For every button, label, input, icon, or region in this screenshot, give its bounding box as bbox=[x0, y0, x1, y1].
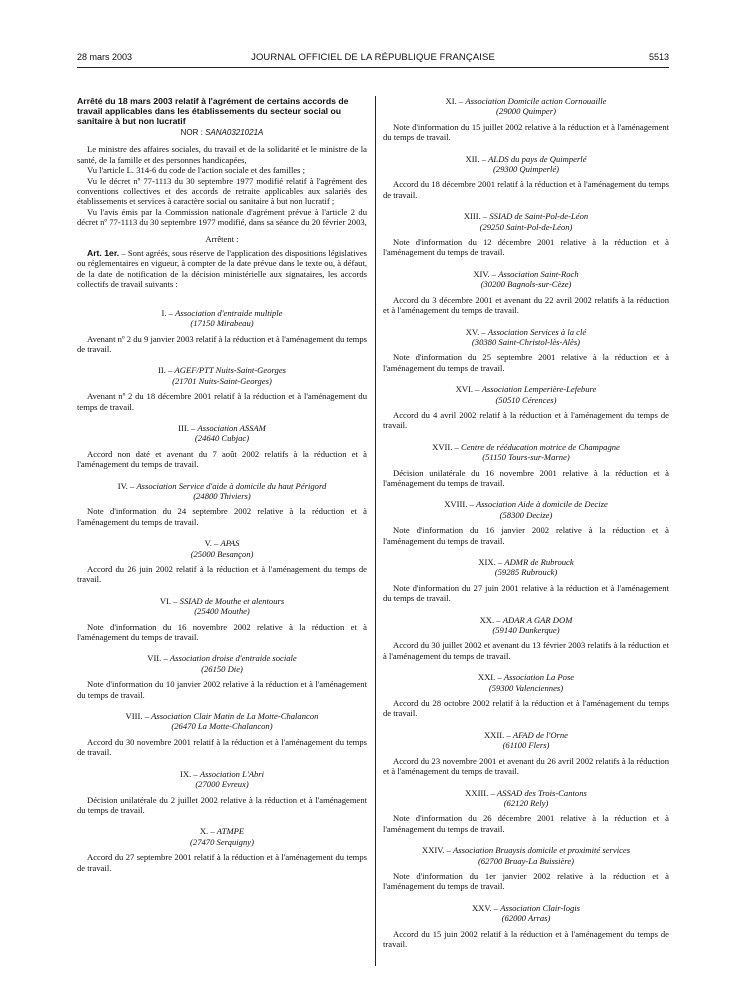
accord-entry bbox=[383, 442, 669, 489]
entry-number: XVII. – bbox=[432, 441, 459, 452]
entry-association-name: Association ASSAM bbox=[197, 422, 266, 433]
left-entry-list bbox=[77, 308, 367, 873]
entry-number: XVIII. – bbox=[444, 499, 474, 510]
entry-heading bbox=[383, 327, 669, 337]
page-number: 5513 bbox=[648, 52, 669, 62]
entry-city: (26470 La Motte-Chalancon) bbox=[171, 721, 273, 732]
entry-heading bbox=[383, 442, 669, 452]
running-header bbox=[77, 52, 669, 66]
left-column bbox=[77, 96, 367, 873]
entry-body: Accord du 28 octobre 2002 relatif à la réduction et à l'aménagement du temps de travail. bbox=[383, 698, 669, 719]
accord-entry bbox=[383, 96, 669, 143]
entry-association-name: ADAR A GAR DOM bbox=[502, 614, 573, 625]
entry-city: (25400 Mouthe) bbox=[194, 606, 250, 617]
journal-title: JOURNAL OFFICIEL DE LA RÉPUBLIQUE FRANÇAISE bbox=[251, 52, 495, 63]
accord-entry bbox=[383, 903, 669, 950]
entry-number: XV. – bbox=[465, 326, 486, 337]
entry-body: Note d'information du 12 décembre 2001 relative à la réduction et à l'aménagement du temps de travail. bbox=[383, 237, 669, 258]
entry-association-name: ADMR de Rubrouck bbox=[504, 557, 574, 567]
entry-body: Accord du 15 juin 2002 relatif à la réduction et à l'aménagement du temps de travail. bbox=[383, 928, 669, 949]
entry-association-name: Association Domicile action Cornouaille bbox=[465, 96, 607, 106]
nor-line bbox=[77, 128, 367, 138]
entry-association-name: AFAD de l'Orne bbox=[512, 729, 569, 740]
entry-association-name: Association Service d'aide à domicile du haut Périgord bbox=[136, 480, 327, 491]
entry-number: VII. – bbox=[147, 653, 168, 664]
entry-number: IX. – bbox=[180, 768, 198, 779]
entry-body: Note d'information du 10 janvier 2002 relative à la réduction et à l'aménagement du temps de travail. bbox=[77, 679, 367, 700]
entry-city: (61100 Flers) bbox=[502, 740, 550, 751]
entry-number: XVI. – bbox=[455, 384, 480, 395]
entry-association-name: APAS bbox=[220, 538, 240, 549]
entry-heading bbox=[77, 769, 367, 779]
entry-heading bbox=[77, 308, 367, 318]
accord-entry bbox=[77, 653, 367, 700]
entry-body: Accord du 3 décembre 2001 et avenant du 22 avril 2002 relatifs à la réduction et à l'aménagement du temps de travail. bbox=[383, 294, 669, 316]
accord-entry bbox=[383, 845, 669, 892]
entry-body: Note d'information du 25 septembre 2001 relative à la réduction et à l'aménagement du temps de travail. bbox=[383, 352, 669, 373]
entry-body: Accord du 30 juillet 2002 et avenant du 13 février 2003 relatifs à la réduction et à l'aménagement du temps de travail. bbox=[383, 640, 669, 661]
preamble-paragraph: Vu l'avis émis par la Commission nationale d'agrément prévue à l'article 2 du décret nº 77-1113 du 30 septembre 1977 modifié, dans sa séance du 20 février 2003, bbox=[77, 206, 367, 228]
entry-city: (27000 Evreux) bbox=[195, 779, 249, 790]
preamble-paragraph: Vu le décret nº 77-1113 du 30 septembre 1977 modifié relatif à l'agrément des conventions collectives et des accords de retraite applicables aux salariés des établissements et services à caractère social ou sanitaire à but non lucratif ; bbox=[77, 175, 367, 207]
entry-association-name: Association Saint-Roch bbox=[498, 268, 579, 279]
entry-number: XIX. – bbox=[478, 557, 503, 567]
entry-city: (17150 Mirabeau) bbox=[190, 318, 254, 329]
entry-heading bbox=[383, 615, 669, 625]
entry-body: Note d'information du 16 novembre 2002 relative à la réduction et à l'aménagement du temps de travail. bbox=[77, 621, 367, 643]
entry-city: (62700 Bruay-La Buissière) bbox=[477, 855, 575, 866]
entry-association-name: Association Bruaysis domicile et proximité services bbox=[453, 845, 631, 856]
entry-number: II. – bbox=[158, 365, 173, 376]
entry-city: (24640 Cubjac) bbox=[194, 433, 250, 444]
entry-body: Décision unilatérale du 2 juillet 2002 relative à la réduction et à l'aménagement du temps de travail. bbox=[77, 794, 367, 815]
entry-body: Note d'information du 27 juin 2001 relative à la réduction et à l'aménagement du temps de travail. bbox=[383, 582, 669, 604]
entry-body: Accord du 27 septembre 2001 relatif à la réduction et à l'aménagement du temps de travail. bbox=[77, 852, 367, 873]
entry-association-name: Association La Pose bbox=[503, 672, 575, 683]
entry-body: Note d'information du 15 juillet 2002 relative à la réduction et à l'aménagement du temps de travail. bbox=[383, 121, 669, 143]
entry-association-name: Association Clair Matin de La Motte-Chalancon bbox=[151, 711, 319, 722]
article-label: Art. 1er. bbox=[87, 248, 120, 259]
entry-association-name: AGEF/PTT Nuits-Saint-Georges bbox=[174, 365, 286, 376]
entry-city: (62000 Arras) bbox=[501, 913, 551, 924]
accord-entry bbox=[383, 672, 669, 719]
entry-number: III. – bbox=[178, 422, 196, 433]
entry-heading bbox=[383, 845, 669, 855]
accord-entry bbox=[77, 365, 367, 412]
entry-number: XI. – bbox=[445, 96, 464, 106]
entry-association-name: ATMPE bbox=[216, 826, 245, 837]
entry-association-name: ALDS du pays de Quimperlé bbox=[488, 153, 587, 164]
entry-city: (25000 Besançon) bbox=[190, 548, 254, 559]
entry-number: XXII. – bbox=[483, 729, 511, 740]
entry-number: XIV. – bbox=[473, 268, 497, 279]
accord-entry bbox=[383, 788, 669, 835]
accord-entry bbox=[77, 596, 367, 643]
entry-heading bbox=[383, 211, 669, 221]
entry-heading bbox=[77, 423, 367, 433]
entry-number: XX. – bbox=[479, 614, 501, 625]
entry-heading bbox=[383, 499, 669, 509]
entry-body: Accord du 4 avril 2002 relatif à la réduction et à l'aménagement du temps de travail. bbox=[383, 409, 669, 431]
entry-body: Accord du 18 décembre 2001 relatif à la réduction et à l'aménagement du temps de travail. bbox=[383, 179, 669, 200]
entry-city: (26150 Die) bbox=[201, 663, 243, 674]
entry-heading bbox=[77, 365, 367, 375]
entry-body: Note d'information du 24 septembre 2002 relative à la réduction et à l'aménagement du temps de travail. bbox=[77, 506, 367, 527]
entry-city: (58300 Decize) bbox=[499, 509, 553, 520]
article-text: – Sont agréés, sous réserve de l'application des dispositions législatives ou réglementaires en vigueur, à compter de la date prévue dans le texte ou, à défaut, de la date de notification de la décision ministérielle aux signataires, les accords collectifs de travail suivants : bbox=[77, 248, 367, 290]
preamble-paragraph: Le ministre des affaires sociales, du travail et de la solidarité et le ministre de la santé, de la famille et des personnes handicapées, bbox=[77, 144, 367, 165]
accord-entry bbox=[383, 211, 669, 258]
entry-heading bbox=[77, 653, 367, 663]
entry-city: (30380 Saint-Christol-lès-Alès) bbox=[471, 336, 581, 347]
entry-association-name: Association L'Abri bbox=[199, 768, 264, 779]
entry-number: X. – bbox=[199, 826, 215, 837]
entry-heading bbox=[383, 672, 669, 682]
entry-city: (30200 Bagnols-sur-Cèze) bbox=[480, 279, 572, 290]
entry-city: (29300 Quimperlé) bbox=[492, 164, 560, 175]
accord-entry bbox=[77, 769, 367, 816]
header-rule bbox=[77, 67, 669, 68]
entry-city: (50510 Cérences) bbox=[495, 394, 557, 405]
entry-heading bbox=[77, 711, 367, 721]
accord-entry bbox=[383, 557, 669, 604]
entry-heading bbox=[77, 826, 367, 836]
entry-heading bbox=[77, 538, 367, 548]
accord-entry bbox=[383, 615, 669, 662]
right-entry-list bbox=[383, 96, 669, 949]
entry-association-name: Association Lemperière-Lefebure bbox=[481, 384, 597, 395]
entry-body: Accord non daté et avenant du 7 août 2002 relatifs à la réduction et à l'aménagement du temps de travail. bbox=[77, 448, 367, 470]
entry-heading bbox=[383, 788, 669, 798]
entry-number: XXIII. – bbox=[465, 787, 495, 798]
issue-date: 28 mars 2003 bbox=[77, 52, 133, 62]
decree-title: Arrêté du 18 mars 2003 relatif à l'agrément de certains accords de travail applicables dans les établissements du secteur social ou sanitaire à but non lucratif bbox=[77, 96, 349, 126]
entry-association-name: SSIAD de Saint-Pol-de-Léon bbox=[489, 211, 589, 222]
entry-heading bbox=[383, 384, 669, 394]
nor-code: SANA0321021A bbox=[205, 128, 264, 137]
entry-number: IV. – bbox=[117, 480, 135, 491]
accord-entry bbox=[383, 269, 669, 316]
entry-heading bbox=[383, 154, 669, 164]
accord-entry bbox=[383, 327, 669, 374]
entry-association-name: Association droise d'entraide sociale bbox=[169, 653, 297, 664]
entry-city: (24800 Thiviers) bbox=[193, 490, 251, 501]
entry-heading bbox=[383, 269, 669, 279]
entry-body: Décision unilatérale du 16 novembre 2001 relative à la réduction et à l'aménagement du temps de travail. bbox=[383, 467, 669, 488]
entry-city: (29250 Saint-Pol-de-Léon) bbox=[479, 221, 573, 232]
entry-association-name: Association d'entraide multiple bbox=[175, 307, 283, 318]
accord-entry bbox=[77, 481, 367, 528]
entry-number: XXI. – bbox=[477, 672, 502, 683]
entry-number: XII. – bbox=[465, 153, 487, 164]
entry-city: (59285 Rubrouck) bbox=[494, 567, 558, 578]
entry-city: (51150 Tours-sur-Marne) bbox=[482, 452, 570, 463]
entry-association-name: Association Aide à domicile de Decize bbox=[475, 499, 608, 510]
entry-number: VI. – bbox=[159, 595, 178, 606]
nor-label: NOR : bbox=[180, 128, 203, 137]
entry-heading bbox=[383, 730, 669, 740]
entry-heading bbox=[383, 557, 669, 567]
entry-number: VIII. – bbox=[125, 711, 149, 722]
entry-association-name: ASSAD des Trois-Cantons bbox=[496, 787, 587, 798]
entry-heading bbox=[383, 903, 669, 913]
accord-entry bbox=[77, 538, 367, 585]
accord-entry bbox=[77, 308, 367, 355]
entry-number: V. – bbox=[204, 538, 219, 549]
entry-number: XXIV. – bbox=[421, 845, 451, 856]
accord-entry bbox=[383, 384, 669, 431]
entry-city: (21701 Nuits-Saint-Georges) bbox=[172, 375, 272, 386]
accord-entry bbox=[383, 730, 669, 777]
entry-heading bbox=[383, 96, 669, 106]
entry-body: Avenant nº 2 du 9 janvier 2003 relatif à la réduction et à l'aménagement du temps de travail. bbox=[77, 333, 367, 354]
accord-entry bbox=[383, 154, 669, 201]
entry-number: XXV. – bbox=[471, 902, 499, 913]
entry-body: Accord du 30 novembre 2001 relatif à la réduction et à l'aménagement du temps de travail. bbox=[77, 736, 367, 758]
entry-number: I. – bbox=[161, 307, 173, 318]
right-column bbox=[383, 96, 669, 949]
entry-association-name: Association Services à la clé bbox=[487, 326, 587, 337]
column-divider bbox=[375, 96, 376, 966]
entry-body: Note d'information du 16 janvier 2002 relative à la réduction et à l'aménagement du temps de travail. bbox=[383, 525, 669, 546]
entry-number: XIII. – bbox=[463, 211, 488, 222]
entry-heading bbox=[77, 481, 367, 491]
accord-entry bbox=[77, 826, 367, 873]
entry-city: (59300 Valenciennes) bbox=[488, 682, 564, 693]
accord-entry bbox=[383, 499, 669, 546]
entry-city: (59140 Dunkerque) bbox=[492, 625, 560, 636]
entry-heading bbox=[77, 596, 367, 606]
accord-entry bbox=[77, 711, 367, 758]
entry-body: Accord du 26 juin 2002 relatif à la réduction et à l'aménagement du temps de travail. bbox=[77, 564, 367, 585]
entry-body: Note d'information du 26 décembre 2001 relative à la réduction et à l'aménagement du temps de travail. bbox=[383, 813, 669, 834]
entry-body: Note d'information du 1er janvier 2002 relative à la réduction et à l'aménagement du temps de travail. bbox=[383, 870, 669, 892]
entry-body: Accord du 23 novembre 2001 et avenant du 26 avril 2002 relatifs à la réduction et à l'aménagement du temps de travail. bbox=[383, 755, 669, 777]
entry-association-name: SSIAD de Mouthe et alentours bbox=[179, 595, 285, 606]
entry-city: (29000 Quimper) bbox=[496, 106, 556, 117]
entry-city: (27470 Serquigny) bbox=[190, 836, 254, 847]
entry-city: (62120 Rely) bbox=[503, 797, 549, 808]
accord-entry bbox=[77, 423, 367, 470]
entry-association-name: Centre de rééducation motrice de Champagne bbox=[461, 441, 620, 452]
entry-body: Avenant nº 2 du 18 décembre 2001 relatif à la réduction et à l'aménagement du temps de travail. bbox=[77, 391, 367, 412]
arretent-heading: Arrêtent : bbox=[205, 233, 239, 244]
preamble-paragraph: Vu l'article L. 314-6 du code de l'action sociale et des familles ; bbox=[87, 165, 306, 176]
entry-association-name: Association Clair-logis bbox=[500, 902, 581, 913]
article-1 bbox=[77, 248, 367, 290]
